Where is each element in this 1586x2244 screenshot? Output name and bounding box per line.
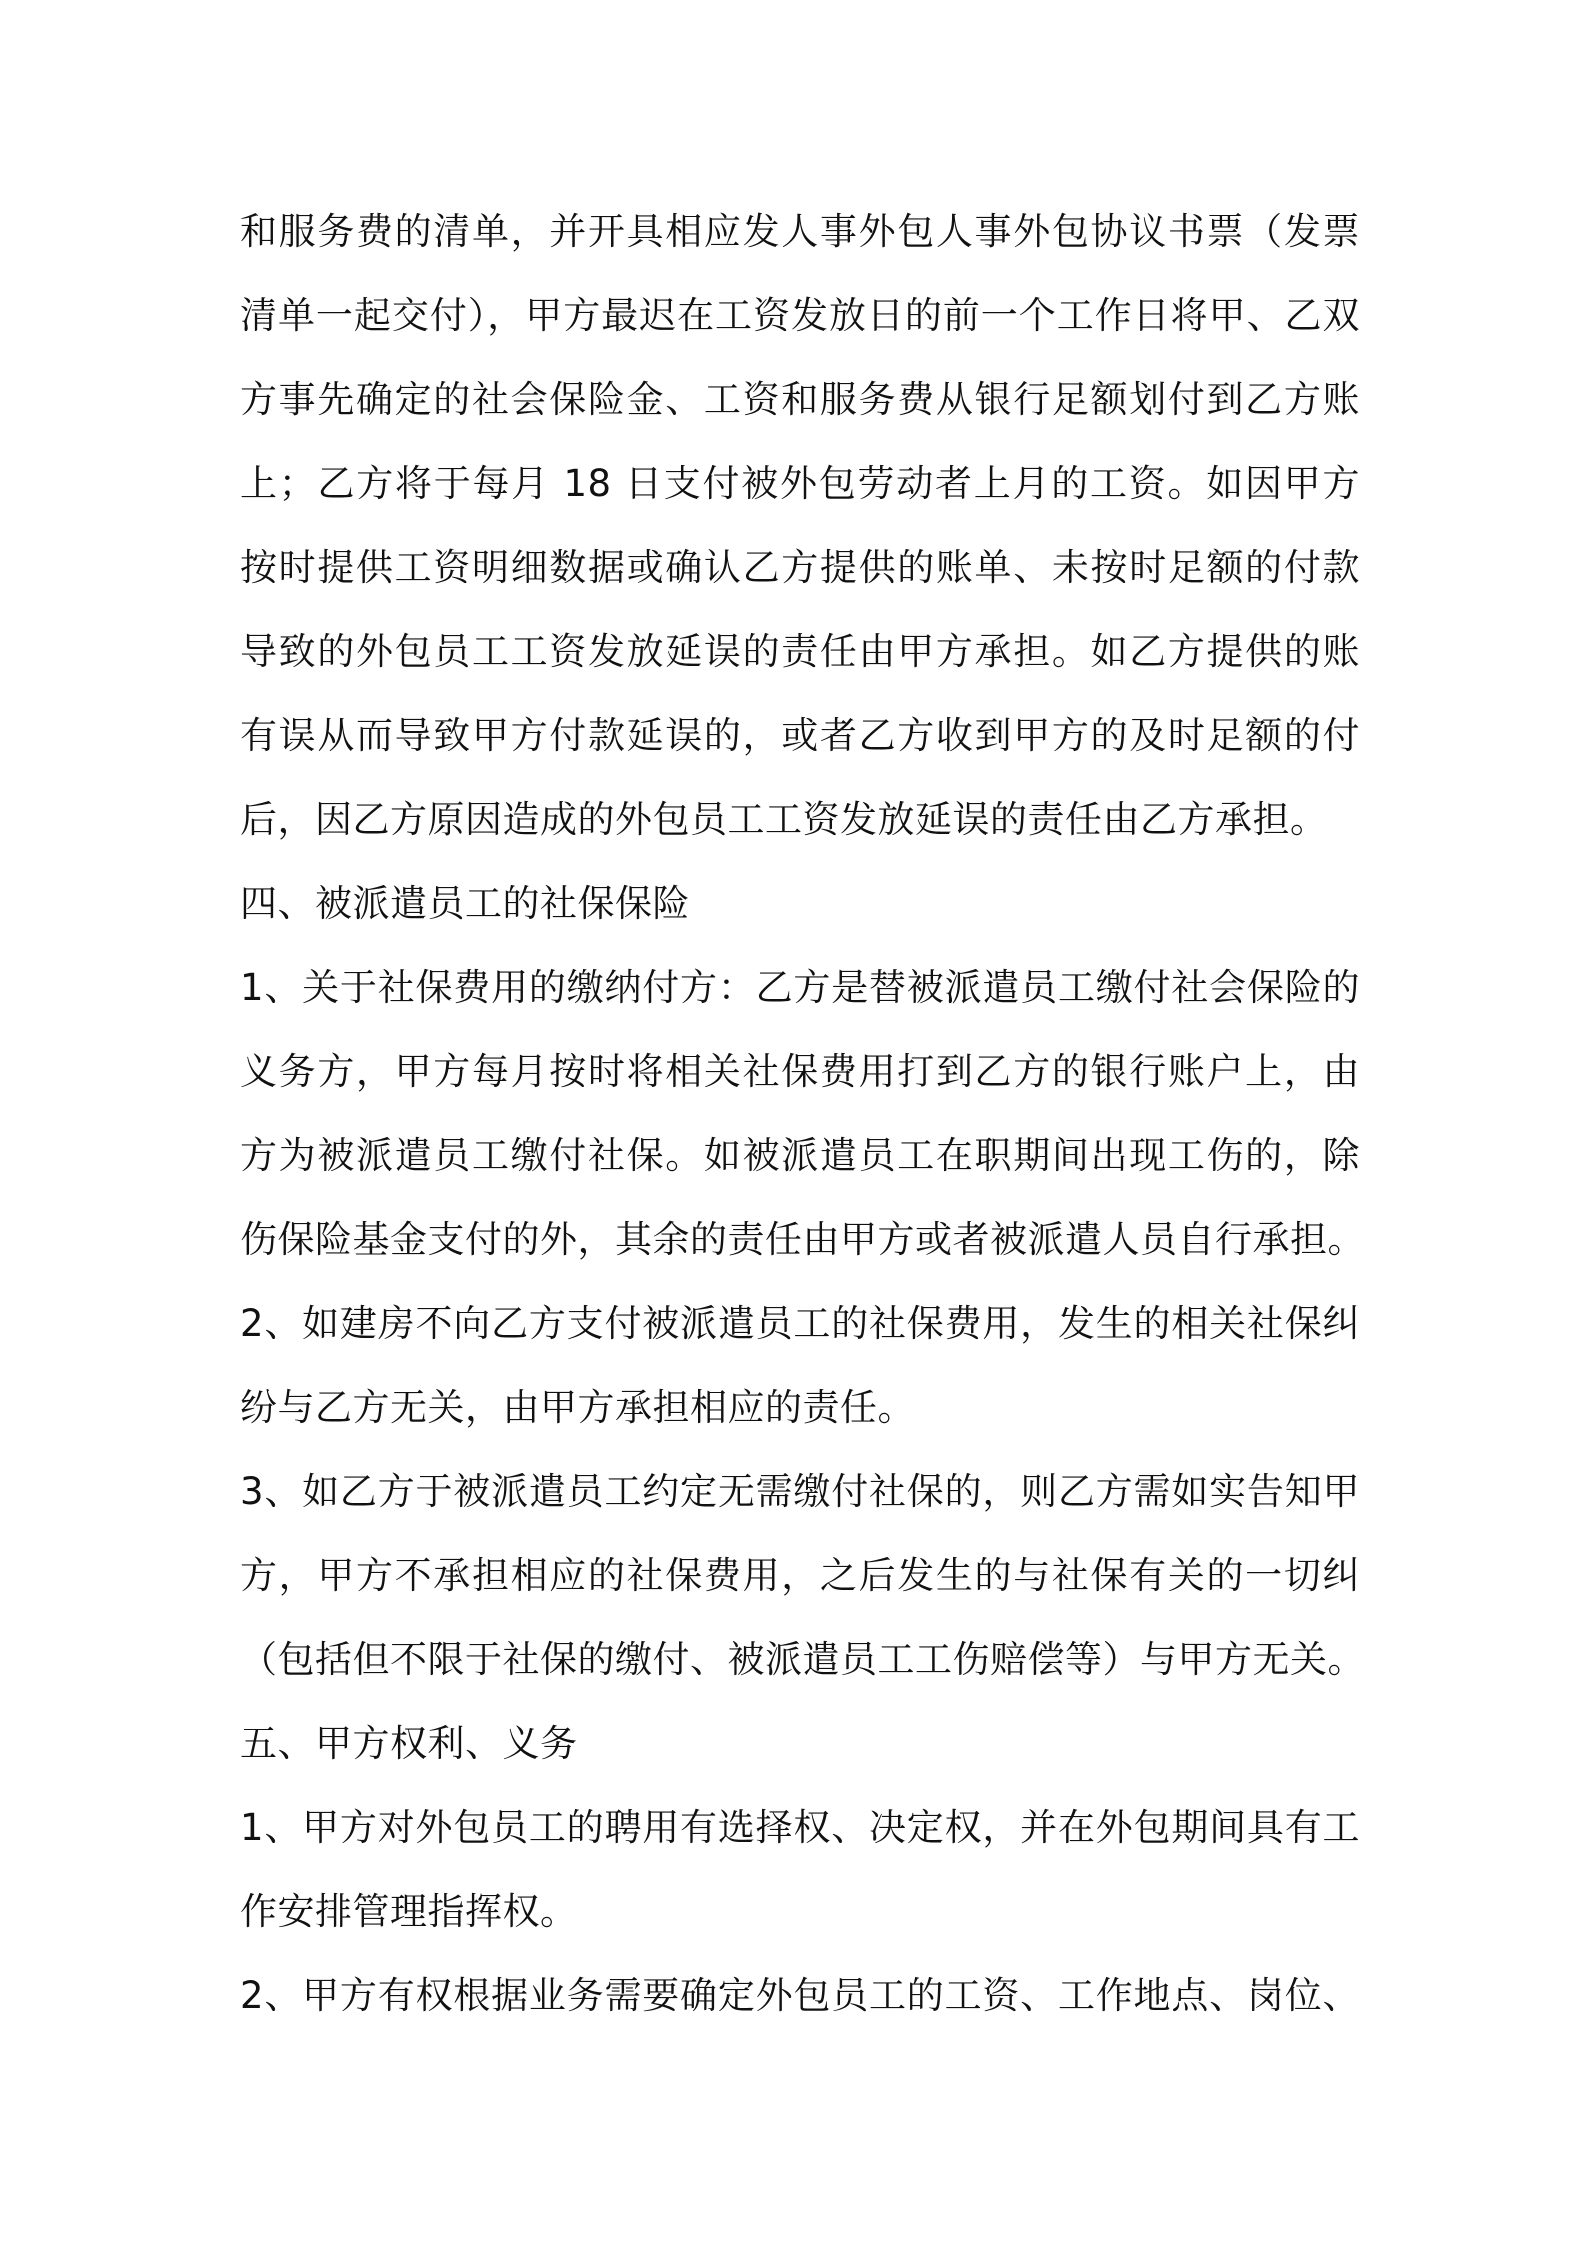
text-line-3: 方事先确定的社会保险金、工资和服务费从银行足额划付到乙方账 [240,378,1360,421]
text-line-16: 3、如乙方于被派遣员工约定无需缴付社保的，则乙方需如实告知甲 [240,1470,1360,1513]
text-line-14: 2、如建房不向乙方支付被派遣员工的社保费用，发生的相关社保纠 [240,1302,1360,1345]
text-line-17: 方，甲方不承担相应的社保费用，之后发生的与社保有关的一切纠 [240,1554,1360,1597]
text-line-6: 导致的外包员工工资发放延误的责任由甲方承担。如乙方提供的账 [240,630,1360,673]
section-heading-5: 五、甲方权利、义务 [240,1722,578,1765]
text-line-1: 和服务费的清单，并开具相应发人事外包人事外包协议书票（发票 [240,210,1360,253]
text-line-22: 2、甲方有权根据业务需要确定外包员工的工资、工作地点、岗位、 [240,1974,1360,2017]
text-line-4: 上；乙方将于每月 18 日支付被外包劳动者上月的工资。如因甲方 [240,462,1360,505]
text-line-7: 有误从而导致甲方付款延误的，或者乙方收到甲方的及时足额的付 [240,714,1360,757]
text-line-15: 纷与乙方无关，由甲方承担相应的责任。 [240,1386,915,1429]
text-line-21: 作安排管理指挥权。 [240,1890,578,1933]
section-heading-4: 四、被派遣员工的社保保险 [240,882,690,925]
contract-text [240,190,1365,2038]
text-line-10: 1、关于社保费用的缴纳付方：乙方是替被派遣员工缴付社会保险的 [240,966,1360,1009]
text-line-5: 按时提供工资明细数据或确认乙方提供的账单、未按时足额的付款 [240,546,1360,589]
text-line-8: 后，因乙方原因造成的外包员工工资发放延误的责任由乙方承担。 [240,798,1328,841]
text-line-2: 清单一起交付），甲方最迟在工资发放日的前一个工作日将甲、乙双 [240,294,1360,337]
text-line-13: 伤保险基金支付的外，其余的责任由甲方或者被派遣人员自行承担。 [240,1218,1365,1261]
text-line-12: 方为被派遣员工缴付社保。如被派遣员工在职期间出现工伤的，除 [240,1134,1360,1177]
text-line-20: 1、甲方对外包员工的聘用有选择权、决定权，并在外包期间具有工 [240,1806,1360,1849]
text-line-18: （包括但不限于社保的缴付、被派遣员工工伤赔偿等）与甲方无关。 [240,1638,1365,1681]
text-line-11: 义务方，甲方每月按时将相关社保费用打到乙方的银行账户上，由 [240,1050,1360,1093]
